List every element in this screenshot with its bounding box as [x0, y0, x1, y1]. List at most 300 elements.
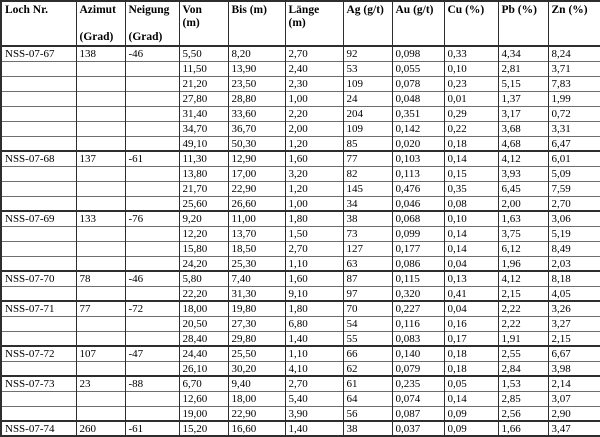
inclination-cell: -61	[125, 151, 179, 166]
au-cell: 0,227	[392, 301, 444, 316]
au-cell: 0,074	[392, 391, 444, 406]
ag-cell: 63	[343, 256, 392, 271]
au-cell: 0,083	[392, 331, 444, 346]
hole-id-cell: NSS-07-70	[1, 271, 76, 286]
ag-cell: 64	[343, 391, 392, 406]
column-header-label: Bis (m)	[231, 4, 267, 16]
pb-cell: 4,34	[498, 46, 548, 61]
column-header-label: Au (g/t)	[395, 4, 434, 16]
hole-id-cell	[1, 361, 76, 376]
length-cell: 1,50	[285, 226, 343, 241]
cu-cell: 0,14	[444, 241, 498, 256]
to-cell: 7,40	[228, 271, 285, 286]
zn-cell: 6,67	[548, 346, 600, 361]
cu-cell: 0,18	[444, 346, 498, 361]
column-header-label: Cu (%)	[447, 4, 485, 16]
cu-cell: 0,16	[444, 316, 498, 331]
pb-cell: 2,15	[498, 286, 548, 301]
au-cell: 0,113	[392, 166, 444, 181]
length-cell: 1,10	[285, 256, 343, 271]
zn-cell: 8,24	[548, 46, 600, 61]
inclination-cell	[125, 286, 179, 301]
inclination-cell	[125, 256, 179, 271]
ag-cell: 66	[343, 346, 392, 361]
from-cell: 15,80	[179, 241, 228, 256]
au-cell: 0,099	[392, 226, 444, 241]
length-cell: 2,70	[285, 241, 343, 256]
from-cell: 25,60	[179, 196, 228, 211]
inclination-cell	[125, 331, 179, 346]
hole-id-cell	[1, 331, 76, 346]
drillhole-group-start-row	[1, 346, 600, 361]
azimuth-cell: 77	[76, 301, 125, 316]
drillhole-group-start-row	[1, 301, 600, 316]
inclination-cell	[125, 406, 179, 421]
to-cell: 18,00	[228, 391, 285, 406]
cu-cell: 0,09	[444, 421, 498, 436]
au-cell: 0,320	[392, 286, 444, 301]
pb-cell: 1,66	[498, 421, 548, 436]
azimuth-cell	[76, 136, 125, 151]
zn-cell: 6,01	[548, 151, 600, 166]
to-cell: 27,30	[228, 316, 285, 331]
cu-cell: 0,35	[444, 181, 498, 196]
hole-id-cell	[1, 406, 76, 421]
hole-id-cell	[1, 256, 76, 271]
interval-row	[1, 106, 600, 121]
azimuth-cell	[76, 331, 125, 346]
au-cell: 0,068	[392, 211, 444, 226]
to-cell: 13,70	[228, 226, 285, 241]
pb-cell: 3,75	[498, 226, 548, 241]
column-header-label: Loch Nr.	[5, 4, 49, 16]
from-cell: 34,70	[179, 121, 228, 136]
azimuth-cell	[76, 91, 125, 106]
azimuth-cell: 138	[76, 46, 125, 61]
from-cell: 21,70	[179, 181, 228, 196]
zn-cell: 3,27	[548, 316, 600, 331]
pb-cell: 2,22	[498, 316, 548, 331]
ag-cell: 92	[343, 46, 392, 61]
drillhole-group-start-row	[1, 211, 600, 226]
pb-cell: 4,12	[498, 151, 548, 166]
column-header-label: Ag (g/t)	[346, 4, 384, 16]
to-cell: 36,70	[228, 121, 285, 136]
au-cell: 0,116	[392, 316, 444, 331]
from-cell: 5,50	[179, 46, 228, 61]
au-cell: 0,235	[392, 376, 444, 391]
interval-row	[1, 256, 600, 271]
length-cell: 3,20	[285, 166, 343, 181]
au-cell: 0,079	[392, 361, 444, 376]
ag-cell: 109	[343, 121, 392, 136]
zn-cell: 3,71	[548, 61, 600, 76]
interval-row	[1, 76, 600, 91]
from-cell: 20,50	[179, 316, 228, 331]
ag-cell: 24	[343, 91, 392, 106]
inclination-cell	[125, 391, 179, 406]
hole-id-cell	[1, 196, 76, 211]
interval-row	[1, 181, 600, 196]
zn-cell: 3,06	[548, 211, 600, 226]
hole-id-cell	[1, 61, 76, 76]
from-cell: 26,10	[179, 361, 228, 376]
to-cell: 13,90	[228, 61, 285, 76]
cu-cell: 0,10	[444, 211, 498, 226]
length-cell: 2,20	[285, 106, 343, 121]
inclination-cell	[125, 61, 179, 76]
interval-row	[1, 391, 600, 406]
au-cell: 0,115	[392, 271, 444, 286]
zn-cell: 5,19	[548, 226, 600, 241]
interval-row	[1, 136, 600, 151]
cu-cell: 0,41	[444, 286, 498, 301]
column-header-label: Von	[182, 4, 202, 16]
to-cell: 18,50	[228, 241, 285, 256]
ag-cell: 53	[343, 61, 392, 76]
azimuth-cell	[76, 76, 125, 91]
ag-cell: 87	[343, 271, 392, 286]
cu-cell: 0,18	[444, 361, 498, 376]
pb-cell: 1,37	[498, 91, 548, 106]
inclination-cell	[125, 166, 179, 181]
length-cell: 1,40	[285, 331, 343, 346]
inclination-cell	[125, 91, 179, 106]
to-cell: 25,50	[228, 346, 285, 361]
column-header-von	[179, 1, 228, 46]
from-cell: 5,80	[179, 271, 228, 286]
ag-cell: 61	[343, 376, 392, 391]
header-row	[1, 1, 600, 46]
hole-id-cell	[1, 91, 76, 106]
ag-cell: 70	[343, 301, 392, 316]
pb-cell: 5,15	[498, 76, 548, 91]
length-cell: 5,40	[285, 391, 343, 406]
au-cell: 0,020	[392, 136, 444, 151]
ag-cell: 56	[343, 406, 392, 421]
column-header-ag	[343, 1, 392, 46]
to-cell: 23,50	[228, 76, 285, 91]
ag-cell: 73	[343, 226, 392, 241]
cu-cell: 0,15	[444, 166, 498, 181]
cu-cell: 0,10	[444, 61, 498, 76]
from-cell: 24,40	[179, 346, 228, 361]
to-cell: 22,90	[228, 181, 285, 196]
drillhole-group-start-row	[1, 46, 600, 61]
length-cell: 1,20	[285, 136, 343, 151]
drillhole-group-start-row	[1, 421, 600, 436]
azimuth-cell: 133	[76, 211, 125, 226]
length-cell: 1,40	[285, 421, 343, 436]
from-cell: 28,40	[179, 331, 228, 346]
pb-cell: 2,00	[498, 196, 548, 211]
interval-row	[1, 226, 600, 241]
azimuth-cell	[76, 361, 125, 376]
cu-cell: 0,14	[444, 391, 498, 406]
pb-cell: 3,93	[498, 166, 548, 181]
from-cell: 27,80	[179, 91, 228, 106]
column-header-zn	[548, 1, 600, 46]
azimuth-cell	[76, 256, 125, 271]
drillhole-group-start-row	[1, 271, 600, 286]
from-cell: 49,10	[179, 136, 228, 151]
inclination-cell: -88	[125, 376, 179, 391]
length-cell: 4,10	[285, 361, 343, 376]
au-cell: 0,476	[392, 181, 444, 196]
azimuth-cell: 78	[76, 271, 125, 286]
inclination-cell	[125, 181, 179, 196]
from-cell: 15,20	[179, 421, 228, 436]
length-cell: 2,30	[285, 76, 343, 91]
ag-cell: 97	[343, 286, 392, 301]
from-cell: 24,20	[179, 256, 228, 271]
from-cell: 11,30	[179, 151, 228, 166]
from-cell: 18,00	[179, 301, 228, 316]
from-cell: 31,40	[179, 106, 228, 121]
cu-cell: 0,18	[444, 136, 498, 151]
azimuth-cell	[76, 316, 125, 331]
column-header-label: Neigung	[128, 4, 170, 16]
interval-row	[1, 61, 600, 76]
assay-table-body	[1, 46, 600, 436]
to-cell: 19,80	[228, 301, 285, 316]
hole-id-cell	[1, 166, 76, 181]
column-header-unit: (m)	[288, 17, 306, 29]
to-cell: 31,30	[228, 286, 285, 301]
length-cell: 1,60	[285, 151, 343, 166]
interval-row	[1, 406, 600, 421]
cu-cell: 0,04	[444, 301, 498, 316]
azimuth-cell: 137	[76, 151, 125, 166]
azimuth-cell	[76, 391, 125, 406]
drillhole-group-start-row	[1, 376, 600, 391]
interval-row	[1, 91, 600, 106]
azimuth-cell: 23	[76, 376, 125, 391]
pb-cell: 2,55	[498, 346, 548, 361]
column-header-neigung	[125, 1, 179, 46]
to-cell: 29,80	[228, 331, 285, 346]
ag-cell: 82	[343, 166, 392, 181]
column-header-label: Zn (%)	[551, 4, 588, 16]
hole-id-cell: NSS-07-69	[1, 211, 76, 226]
cu-cell: 0,22	[444, 121, 498, 136]
hole-id-cell	[1, 106, 76, 121]
ag-cell: 38	[343, 421, 392, 436]
inclination-cell: -72	[125, 301, 179, 316]
to-cell: 28,80	[228, 91, 285, 106]
inclination-cell	[125, 316, 179, 331]
to-cell: 17,00	[228, 166, 285, 181]
ag-cell: 34	[343, 196, 392, 211]
zn-cell: 2,14	[548, 376, 600, 391]
inclination-cell	[125, 106, 179, 121]
zn-cell: 2,70	[548, 196, 600, 211]
azimuth-cell	[76, 226, 125, 241]
zn-cell: 2,03	[548, 256, 600, 271]
azimuth-cell	[76, 286, 125, 301]
zn-cell: 2,15	[548, 331, 600, 346]
au-cell: 0,177	[392, 241, 444, 256]
cu-cell: 0,33	[444, 46, 498, 61]
hole-id-cell: NSS-07-68	[1, 151, 76, 166]
ag-cell: 145	[343, 181, 392, 196]
au-cell: 0,087	[392, 406, 444, 421]
ag-cell: 54	[343, 316, 392, 331]
column-header-label: Pb (%)	[501, 4, 537, 16]
column-header-bis	[228, 1, 285, 46]
zn-cell: 8,49	[548, 241, 600, 256]
to-cell: 33,60	[228, 106, 285, 121]
pb-cell: 1,96	[498, 256, 548, 271]
zn-cell: 6,47	[548, 136, 600, 151]
hole-id-cell: NSS-07-74	[1, 421, 76, 436]
interval-row	[1, 331, 600, 346]
hole-id-cell: NSS-07-67	[1, 46, 76, 61]
column-header-label: Länge	[288, 4, 320, 16]
ag-cell: 204	[343, 106, 392, 121]
au-cell: 0,140	[392, 346, 444, 361]
inclination-cell	[125, 196, 179, 211]
from-cell: 19,00	[179, 406, 228, 421]
cu-cell: 0,08	[444, 196, 498, 211]
hole-id-cell: NSS-07-71	[1, 301, 76, 316]
length-cell: 2,70	[285, 46, 343, 61]
zn-cell: 7,83	[548, 76, 600, 91]
hole-id-cell: NSS-07-73	[1, 376, 76, 391]
pb-cell: 4,68	[498, 136, 548, 151]
to-cell: 16,60	[228, 421, 285, 436]
zn-cell: 0,72	[548, 106, 600, 121]
zn-cell: 3,26	[548, 301, 600, 316]
interval-row	[1, 121, 600, 136]
inclination-cell	[125, 121, 179, 136]
length-cell: 9,10	[285, 286, 343, 301]
length-cell: 3,90	[285, 406, 343, 421]
zn-cell: 7,59	[548, 181, 600, 196]
azimuth-cell	[76, 121, 125, 136]
cu-cell: 0,13	[444, 271, 498, 286]
zn-cell: 8,18	[548, 271, 600, 286]
interval-row	[1, 166, 600, 181]
au-cell: 0,086	[392, 256, 444, 271]
pb-cell: 2,22	[498, 301, 548, 316]
cu-cell: 0,17	[444, 331, 498, 346]
hole-id-cell	[1, 136, 76, 151]
interval-row	[1, 286, 600, 301]
cu-cell: 0,14	[444, 226, 498, 241]
to-cell: 9,40	[228, 376, 285, 391]
ag-cell: 55	[343, 331, 392, 346]
cu-cell: 0,09	[444, 406, 498, 421]
pb-cell: 1,91	[498, 331, 548, 346]
hole-id-cell	[1, 181, 76, 196]
from-cell: 9,20	[179, 211, 228, 226]
pb-cell: 6,12	[498, 241, 548, 256]
to-cell: 50,30	[228, 136, 285, 151]
pb-cell: 1,63	[498, 211, 548, 226]
length-cell: 1,80	[285, 301, 343, 316]
azimuth-cell: 107	[76, 346, 125, 361]
inclination-cell	[125, 136, 179, 151]
inclination-cell: -46	[125, 271, 179, 286]
assay-table-header	[1, 1, 600, 46]
from-cell: 21,20	[179, 76, 228, 91]
length-cell: 1,10	[285, 346, 343, 361]
ag-cell: 77	[343, 151, 392, 166]
cu-cell: 0,01	[444, 91, 498, 106]
azimuth-cell: 260	[76, 421, 125, 436]
au-cell: 0,046	[392, 196, 444, 211]
from-cell: 22,20	[179, 286, 228, 301]
inclination-cell: -47	[125, 346, 179, 361]
to-cell: 26,60	[228, 196, 285, 211]
length-cell: 1,20	[285, 181, 343, 196]
pb-cell: 2,81	[498, 61, 548, 76]
zn-cell: 4,05	[548, 286, 600, 301]
inclination-cell	[125, 361, 179, 376]
from-cell: 12,20	[179, 226, 228, 241]
cu-cell: 0,04	[444, 256, 498, 271]
column-header-unit: (m)	[182, 17, 200, 29]
pb-cell: 4,12	[498, 271, 548, 286]
azimuth-cell	[76, 166, 125, 181]
from-cell: 12,60	[179, 391, 228, 406]
to-cell: 30,20	[228, 361, 285, 376]
pb-cell: 1,53	[498, 376, 548, 391]
column-header-au	[392, 1, 444, 46]
inclination-cell	[125, 226, 179, 241]
ag-cell: 62	[343, 361, 392, 376]
au-cell: 0,351	[392, 106, 444, 121]
ag-cell: 109	[343, 76, 392, 91]
azimuth-cell	[76, 241, 125, 256]
from-cell: 6,70	[179, 376, 228, 391]
from-cell: 13,80	[179, 166, 228, 181]
zn-cell: 3,98	[548, 361, 600, 376]
to-cell: 11,00	[228, 211, 285, 226]
hole-id-cell	[1, 226, 76, 241]
zn-cell: 3,07	[548, 391, 600, 406]
zn-cell: 2,90	[548, 406, 600, 421]
interval-row	[1, 361, 600, 376]
azimuth-cell	[76, 196, 125, 211]
column-header-pb	[498, 1, 548, 46]
inclination-cell: -46	[125, 46, 179, 61]
au-cell: 0,142	[392, 121, 444, 136]
pb-cell: 2,56	[498, 406, 548, 421]
au-cell: 0,037	[392, 421, 444, 436]
pb-cell: 2,85	[498, 391, 548, 406]
hole-id-cell	[1, 286, 76, 301]
column-header-loch-nr	[1, 1, 76, 46]
zn-cell: 3,47	[548, 421, 600, 436]
au-cell: 0,098	[392, 46, 444, 61]
interval-row	[1, 241, 600, 256]
length-cell: 1,60	[285, 271, 343, 286]
cu-cell: 0,23	[444, 76, 498, 91]
hole-id-cell	[1, 76, 76, 91]
pb-cell: 3,17	[498, 106, 548, 121]
hole-id-cell	[1, 316, 76, 331]
inclination-cell: -61	[125, 421, 179, 436]
column-header-unit: (Grad)	[128, 31, 163, 43]
cu-cell: 0,29	[444, 106, 498, 121]
column-header-azimut	[76, 1, 125, 46]
zn-cell: 5,09	[548, 166, 600, 181]
to-cell: 8,20	[228, 46, 285, 61]
length-cell: 2,40	[285, 61, 343, 76]
pb-cell: 3,68	[498, 121, 548, 136]
